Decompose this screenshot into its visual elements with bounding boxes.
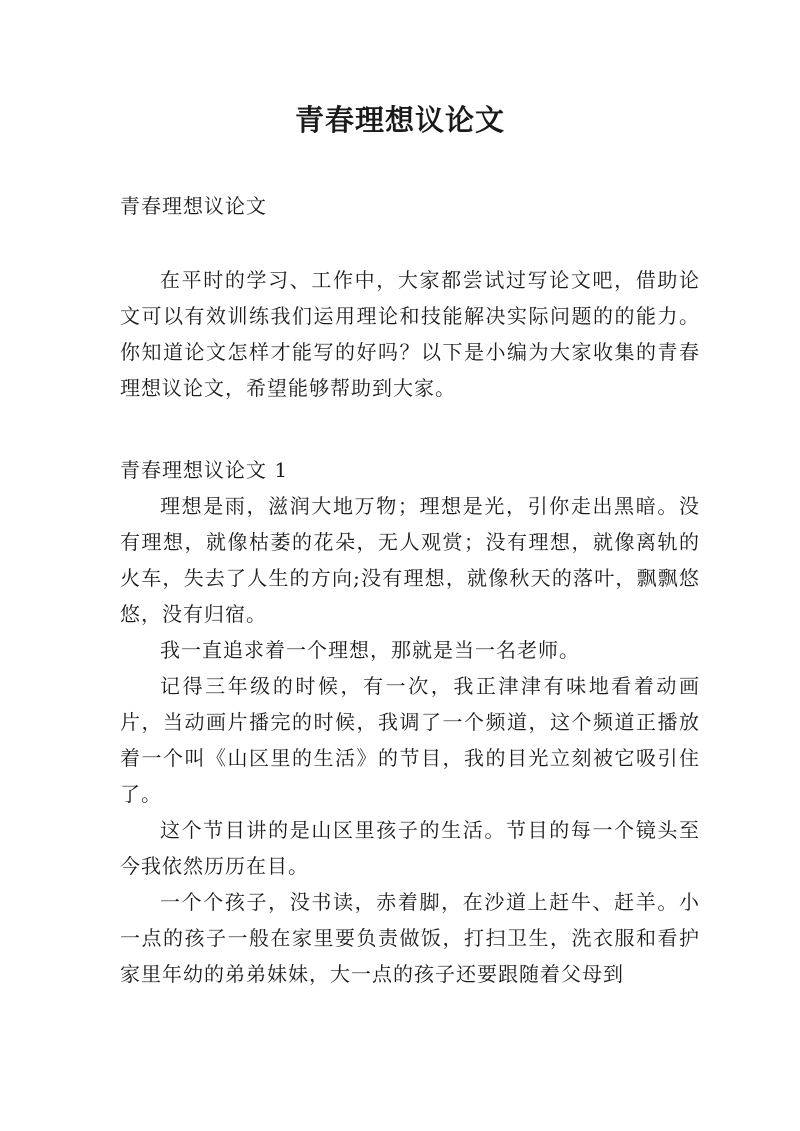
body-paragraph: 记得三年级的时候，有一次，我正津津有味地看着动画片，当动画片播完的时候，我调了一个频道，这个频道正播放着一个叫《山区里的生活》的节目，我的目光立刻被它吸引住了。: [120, 674, 700, 806]
essay-section-1: [120, 452, 700, 992]
body-paragraph: 这个节目讲的是山区里孩子的生活。节目的每一个镜头至今我依然历历在目。: [120, 818, 700, 878]
document-title: 青春理想议论文: [294, 103, 505, 137]
intro-block: [120, 262, 700, 406]
intro-paragraph: 在平时的学习、工作中，大家都尝试过写论文吧，借助论文可以有效训练我们运用理论和技能解决实际问题的的能力。你知道论文怎样才能写的好吗？以下是小编为大家收集的青春理想议论文，希望能够帮助到大家。: [120, 268, 700, 400]
body-paragraph: 我一直追求着一个理想，那就是当一名老师。: [160, 638, 580, 662]
section-heading: 青春理想议论文 1: [120, 458, 289, 482]
body-paragraph: 理想是雨，滋润大地万物；理想是光，引你走出黑暗。没有理想，就像枯萎的花朵，无人观赏；没有理想，就像离轨的火车，失去了人生的方向;没有理想，就像秋天的落叶，飘飘悠悠，没有归宿。: [120, 494, 700, 626]
document-subtitle: 青春理想议论文: [120, 194, 267, 218]
body-paragraph: 一个个孩子，没书读，赤着脚，在沙道上赶牛、赶羊。小一点的孩子一般在家里要负责做饭，打扫卫生，洗衣服和看护家里年幼的弟弟妹妹，大一点的孩子还要跟随着父母到: [120, 890, 700, 986]
